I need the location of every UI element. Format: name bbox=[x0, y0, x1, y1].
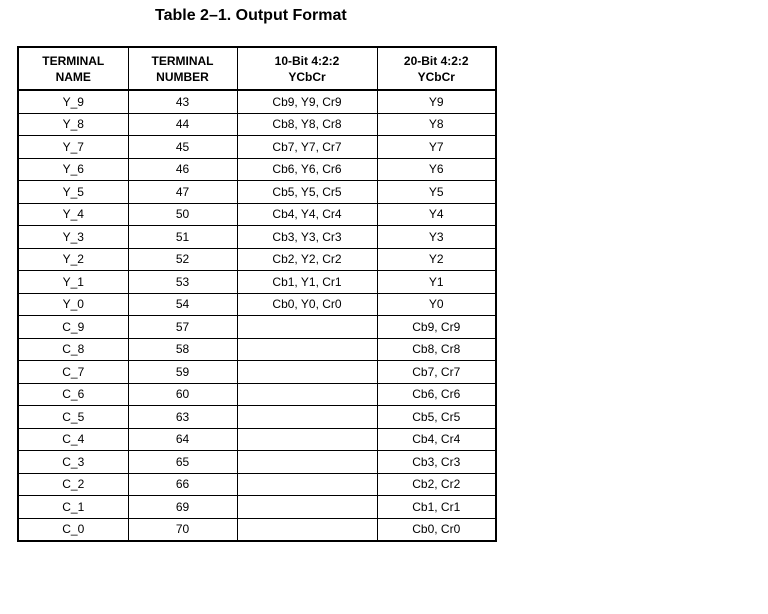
format-20bit-cell: Y0 bbox=[377, 293, 496, 316]
table-row bbox=[18, 383, 496, 406]
table-row bbox=[18, 226, 496, 249]
format-20bit-cell: Y3 bbox=[377, 226, 496, 249]
header-line: 10-Bit 4:2:2 bbox=[274, 53, 340, 68]
format-20bit-cell: Cb5, Cr5 bbox=[377, 406, 496, 429]
terminal-name-cell: Y_0 bbox=[18, 293, 128, 316]
format-20bit-cell: Y7 bbox=[377, 136, 496, 159]
format-20bit-cell: Y9 bbox=[377, 90, 496, 113]
terminal-name-cell: C_9 bbox=[18, 316, 128, 339]
terminal-number-cell: 51 bbox=[128, 226, 237, 249]
terminal-number-cell: 57 bbox=[128, 316, 237, 339]
terminal-name-cell: C_3 bbox=[18, 451, 128, 474]
terminal-name-cell: Y_3 bbox=[18, 226, 128, 249]
terminal-name-cell: C_1 bbox=[18, 496, 128, 519]
terminal-name-cell: Y_5 bbox=[18, 181, 128, 204]
format-10bit-cell bbox=[237, 361, 377, 384]
terminal-name-cell: C_2 bbox=[18, 473, 128, 496]
header-terminal-name bbox=[18, 47, 128, 90]
output-format-table bbox=[17, 46, 497, 542]
terminal-number-cell: 53 bbox=[128, 271, 237, 294]
format-10bit-cell: Cb6, Y6, Cr6 bbox=[237, 158, 377, 181]
table-row bbox=[18, 181, 496, 204]
terminal-number-cell: 63 bbox=[128, 406, 237, 429]
terminal-name-cell: Y_6 bbox=[18, 158, 128, 181]
terminal-number-cell: 54 bbox=[128, 293, 237, 316]
format-10bit-cell: Cb0, Y0, Cr0 bbox=[237, 293, 377, 316]
terminal-number-cell: 64 bbox=[128, 428, 237, 451]
table-row bbox=[18, 518, 496, 541]
format-10bit-cell: Cb9, Y9, Cr9 bbox=[237, 90, 377, 113]
format-20bit-cell: Cb2, Cr2 bbox=[377, 473, 496, 496]
format-10bit-cell bbox=[237, 496, 377, 519]
table-header-row bbox=[18, 47, 496, 90]
format-20bit-cell: Cb9, Cr9 bbox=[377, 316, 496, 339]
table-row bbox=[18, 496, 496, 519]
terminal-number-cell: 43 bbox=[128, 90, 237, 113]
format-10bit-cell: Cb5, Y5, Cr5 bbox=[237, 181, 377, 204]
format-10bit-cell bbox=[237, 338, 377, 361]
format-20bit-cell: Y1 bbox=[377, 271, 496, 294]
terminal-name-cell: Y_1 bbox=[18, 271, 128, 294]
terminal-number-cell: 59 bbox=[128, 361, 237, 384]
header-terminal-number bbox=[128, 47, 237, 90]
format-20bit-cell: Cb3, Cr3 bbox=[377, 451, 496, 474]
table-row bbox=[18, 293, 496, 316]
terminal-name-cell: Y_2 bbox=[18, 248, 128, 271]
format-10bit-cell bbox=[237, 428, 377, 451]
format-20bit-cell: Cb7, Cr7 bbox=[377, 361, 496, 384]
terminal-name-cell: Y_4 bbox=[18, 203, 128, 226]
format-20bit-cell: Y8 bbox=[377, 113, 496, 136]
format-10bit-cell: Cb3, Y3, Cr3 bbox=[237, 226, 377, 249]
table-row bbox=[18, 90, 496, 113]
terminal-name-cell: Y_9 bbox=[18, 90, 128, 113]
format-10bit-cell bbox=[237, 518, 377, 541]
terminal-name-cell: C_4 bbox=[18, 428, 128, 451]
table-row bbox=[18, 113, 496, 136]
terminal-name-cell: C_8 bbox=[18, 338, 128, 361]
format-20bit-cell: Cb1, Cr1 bbox=[377, 496, 496, 519]
format-20bit-cell: Cb4, Cr4 bbox=[377, 428, 496, 451]
terminal-number-cell: 65 bbox=[128, 451, 237, 474]
header-line: TERMINAL bbox=[151, 53, 214, 68]
format-20bit-cell: Y6 bbox=[377, 158, 496, 181]
terminal-name-cell: C_6 bbox=[18, 383, 128, 406]
header-line: 20-Bit 4:2:2 bbox=[403, 53, 469, 68]
header-line: TERMINAL bbox=[42, 53, 105, 68]
format-10bit-cell bbox=[237, 473, 377, 496]
terminal-number-cell: 66 bbox=[128, 473, 237, 496]
terminal-number-cell: 46 bbox=[128, 158, 237, 181]
header-line: YCbCr bbox=[288, 69, 326, 84]
format-20bit-cell: Y4 bbox=[377, 203, 496, 226]
format-10bit-cell: Cb4, Y4, Cr4 bbox=[237, 203, 377, 226]
header-20bit bbox=[377, 47, 496, 90]
table-body bbox=[18, 90, 496, 541]
header-line: NUMBER bbox=[156, 69, 209, 84]
header-line: NAME bbox=[55, 69, 91, 84]
terminal-number-cell: 50 bbox=[128, 203, 237, 226]
format-10bit-cell: Cb7, Y7, Cr7 bbox=[237, 136, 377, 159]
terminal-number-cell: 52 bbox=[128, 248, 237, 271]
table-row bbox=[18, 203, 496, 226]
terminal-name-cell: C_7 bbox=[18, 361, 128, 384]
format-20bit-cell: Y5 bbox=[377, 181, 496, 204]
table-row bbox=[18, 271, 496, 294]
format-10bit-cell: Cb2, Y2, Cr2 bbox=[237, 248, 377, 271]
table-row bbox=[18, 136, 496, 159]
format-20bit-cell: Cb8, Cr8 bbox=[377, 338, 496, 361]
terminal-number-cell: 60 bbox=[128, 383, 237, 406]
terminal-number-cell: 69 bbox=[128, 496, 237, 519]
table-row bbox=[18, 473, 496, 496]
table-row bbox=[18, 428, 496, 451]
format-10bit-cell bbox=[237, 451, 377, 474]
table-row bbox=[18, 316, 496, 339]
format-10bit-cell: Cb1, Y1, Cr1 bbox=[237, 271, 377, 294]
format-20bit-cell: Y2 bbox=[377, 248, 496, 271]
table-row bbox=[18, 406, 496, 429]
header-10bit bbox=[237, 47, 377, 90]
table-row bbox=[18, 248, 496, 271]
terminal-number-cell: 47 bbox=[128, 181, 237, 204]
terminal-name-cell: C_5 bbox=[18, 406, 128, 429]
format-10bit-cell bbox=[237, 406, 377, 429]
header-line: YCbCr bbox=[417, 69, 455, 84]
terminal-name-cell: Y_8 bbox=[18, 113, 128, 136]
table-caption: Table 2–1. Output Format bbox=[155, 7, 347, 24]
table-row bbox=[18, 338, 496, 361]
table-row bbox=[18, 361, 496, 384]
table-row bbox=[18, 158, 496, 181]
format-20bit-cell: Cb0, Cr0 bbox=[377, 518, 496, 541]
format-10bit-cell bbox=[237, 383, 377, 406]
terminal-number-cell: 58 bbox=[128, 338, 237, 361]
format-10bit-cell: Cb8, Y8, Cr8 bbox=[237, 113, 377, 136]
format-20bit-cell: Cb6, Cr6 bbox=[377, 383, 496, 406]
terminal-number-cell: 70 bbox=[128, 518, 237, 541]
terminal-name-cell: C_0 bbox=[18, 518, 128, 541]
terminal-number-cell: 45 bbox=[128, 136, 237, 159]
terminal-number-cell: 44 bbox=[128, 113, 237, 136]
terminal-name-cell: Y_7 bbox=[18, 136, 128, 159]
format-10bit-cell bbox=[237, 316, 377, 339]
table-row bbox=[18, 451, 496, 474]
